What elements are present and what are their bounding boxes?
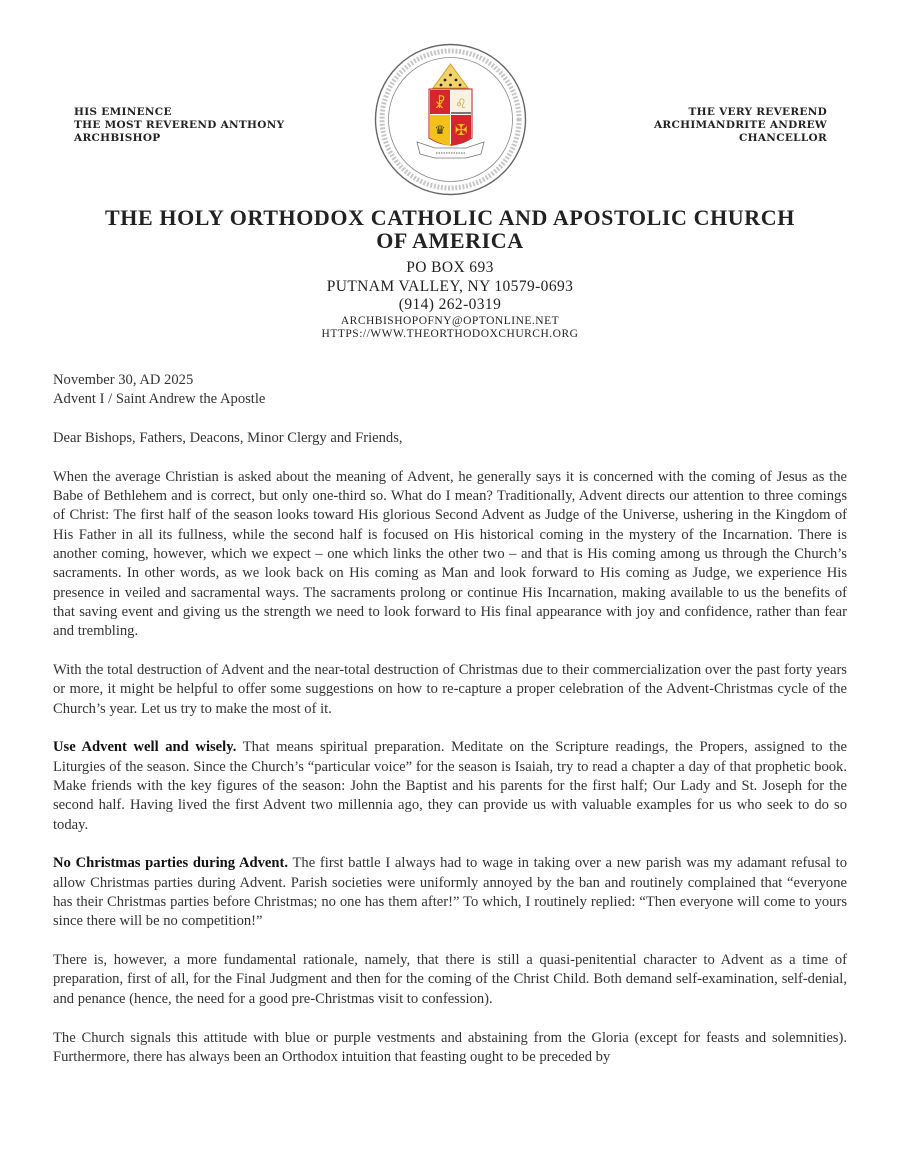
email-link[interactable]: ARCHBISHOPOFNY@OPTONLINE.NET [340, 314, 560, 327]
organization-address [0, 259, 900, 341]
paragraph-text: There is, however, a more fundamental rationale, namely, that there is still a quasi-penitential character to Advent as a time of preparation, first of all, for the Final Judgment and then for the coming of the Christ Child. Both demand self-examination, self-denial, and penance (hence, the need for a good pre-Christmas visit to confession). [53, 952, 847, 1007]
paragraph-text: That means spiritual preparation. Meditate on the Scripture readings, the Propers, assigned to the Liturgies of the season. Since the Church’s “particular voice” for the season is Isaiah, try to read a chapter a day of that prophetic book. Make friends with the key figures of the season: John the Baptist and his parents for the first half; Our Lady and St. Joseph for the second half. Having lived the first Advent two millennia ago, they can provide us with valuable examples for us who seek to do so today. [53, 739, 847, 833]
city-state-zip: PUTNAM VALLEY, NY 10579-0693 [326, 277, 574, 295]
winged-lion-icon: ♌ [455, 97, 467, 112]
letter-date: November 30, AD 2025 [53, 372, 194, 388]
paragraph [53, 738, 847, 834]
chancellor-title-line: THE VERY REVEREND [688, 106, 827, 118]
paragraph-lead: No Christmas parties during Advent. [53, 855, 289, 872]
paragraph [53, 661, 847, 719]
paragraph [53, 1029, 847, 1068]
paragraph-text: When the average Christian is asked about the meaning of Advent, he generally says it is concerned with the coming of Jesus as the Babe of Bethlehem and is correct, but only one-third so. What do I mean? Traditionally, Advent directs our attention to three comings of Christ: The first half of the season looks toward His glorious Second Advent as Judge of the Universe, ushering in the Kingdom of His Father in all its fullness, while the second half is focused on His historical coming in the mystery of the Incarnation. There is another coming, however, which we expect – one which links the other two – and that is His coming among us through the Church’s sacraments. In other words, as we look back on His coming as Man and look forward to His coming as Judge, we experience His presence in veiled and sacramental ways. The sacraments prolong or continue His Incarnation, making available to us the benefits of that saving event and giving us the strength we need to look forward to His final appearance with joy and confidence, rather than fear and trembling. [53, 468, 847, 640]
paragraph-text: With the total destruction of Advent and the near-total destruction of Christmas due to their commercialization over the past forty years or more, it might be helpful to offer some suggestions on how to re-capture a proper celebration of the Advent-Christmas cycle of the Church’s year. Let us try to make the most of it. [53, 662, 847, 717]
phone-number: (914) 262-0319 [398, 296, 502, 313]
double-headed-eagle-icon: ♛ [434, 123, 446, 137]
po-box: PO BOX 693 [406, 259, 494, 276]
letter-occasion: Advent I / Saint Andrew the Apostle [53, 391, 266, 408]
jerusalem-cross-icon: ✠ [454, 121, 468, 139]
paragraph [53, 468, 847, 642]
chancellor-role-line: CHANCELLOR [738, 132, 827, 144]
letter-salutation: Dear Bishops, Fathers, Deacons, Minor Clergy and Friends, [53, 430, 403, 447]
paragraph [53, 854, 847, 931]
archbishop-name-line: THE MOST REVEREND ANTHONY [74, 119, 285, 131]
archbishop-role-line: ARCHBISHOP [74, 132, 161, 144]
shield-divider [451, 112, 471, 114]
archbishop-header-block [74, 106, 284, 145]
paragraph-text: The first battle I always had to wage in taking over a new parish was my adamant refusal to allow Christmas parties during Advent. Parish societies were uniformly annoyed by the ban and routinely complained that “everyone has their Christmas parties before Christmas; no one has them after!” To which, I routinely replied: “Then everyone will come to yours since there will be no competition!” [53, 855, 847, 930]
archbishop-title-line: HIS EMINENCE [74, 106, 172, 118]
paragraph-lead: Use Advent well and wisely. [53, 739, 237, 756]
organization-name-line-2: OF AMERICA [376, 228, 524, 253]
letter-body [53, 371, 847, 1087]
chi-rho-icon: ☧ [434, 96, 446, 112]
chancellor-name-line: ARCHIMANDRITE ANDREW [653, 119, 827, 131]
church-seal-icon [373, 42, 528, 197]
organization-name [0, 206, 900, 252]
paragraph [53, 951, 847, 1009]
paragraph-text: The Church signals this attitude with blue or purple vestments and abstaining from the Gloria (except for feasts and solemnities). Furthermore, there has always been an Orthodox intuition that feasting ought to be preceded by [53, 1029, 847, 1065]
website-link[interactable]: HTTPS://WWW.THEORTHODOXCHURCH.ORG [321, 327, 579, 340]
organization-name-line-1: THE HOLY ORTHODOX CATHOLIC AND APOSTOLIC CHURCH [105, 205, 795, 230]
chancellor-header-block [654, 106, 827, 145]
